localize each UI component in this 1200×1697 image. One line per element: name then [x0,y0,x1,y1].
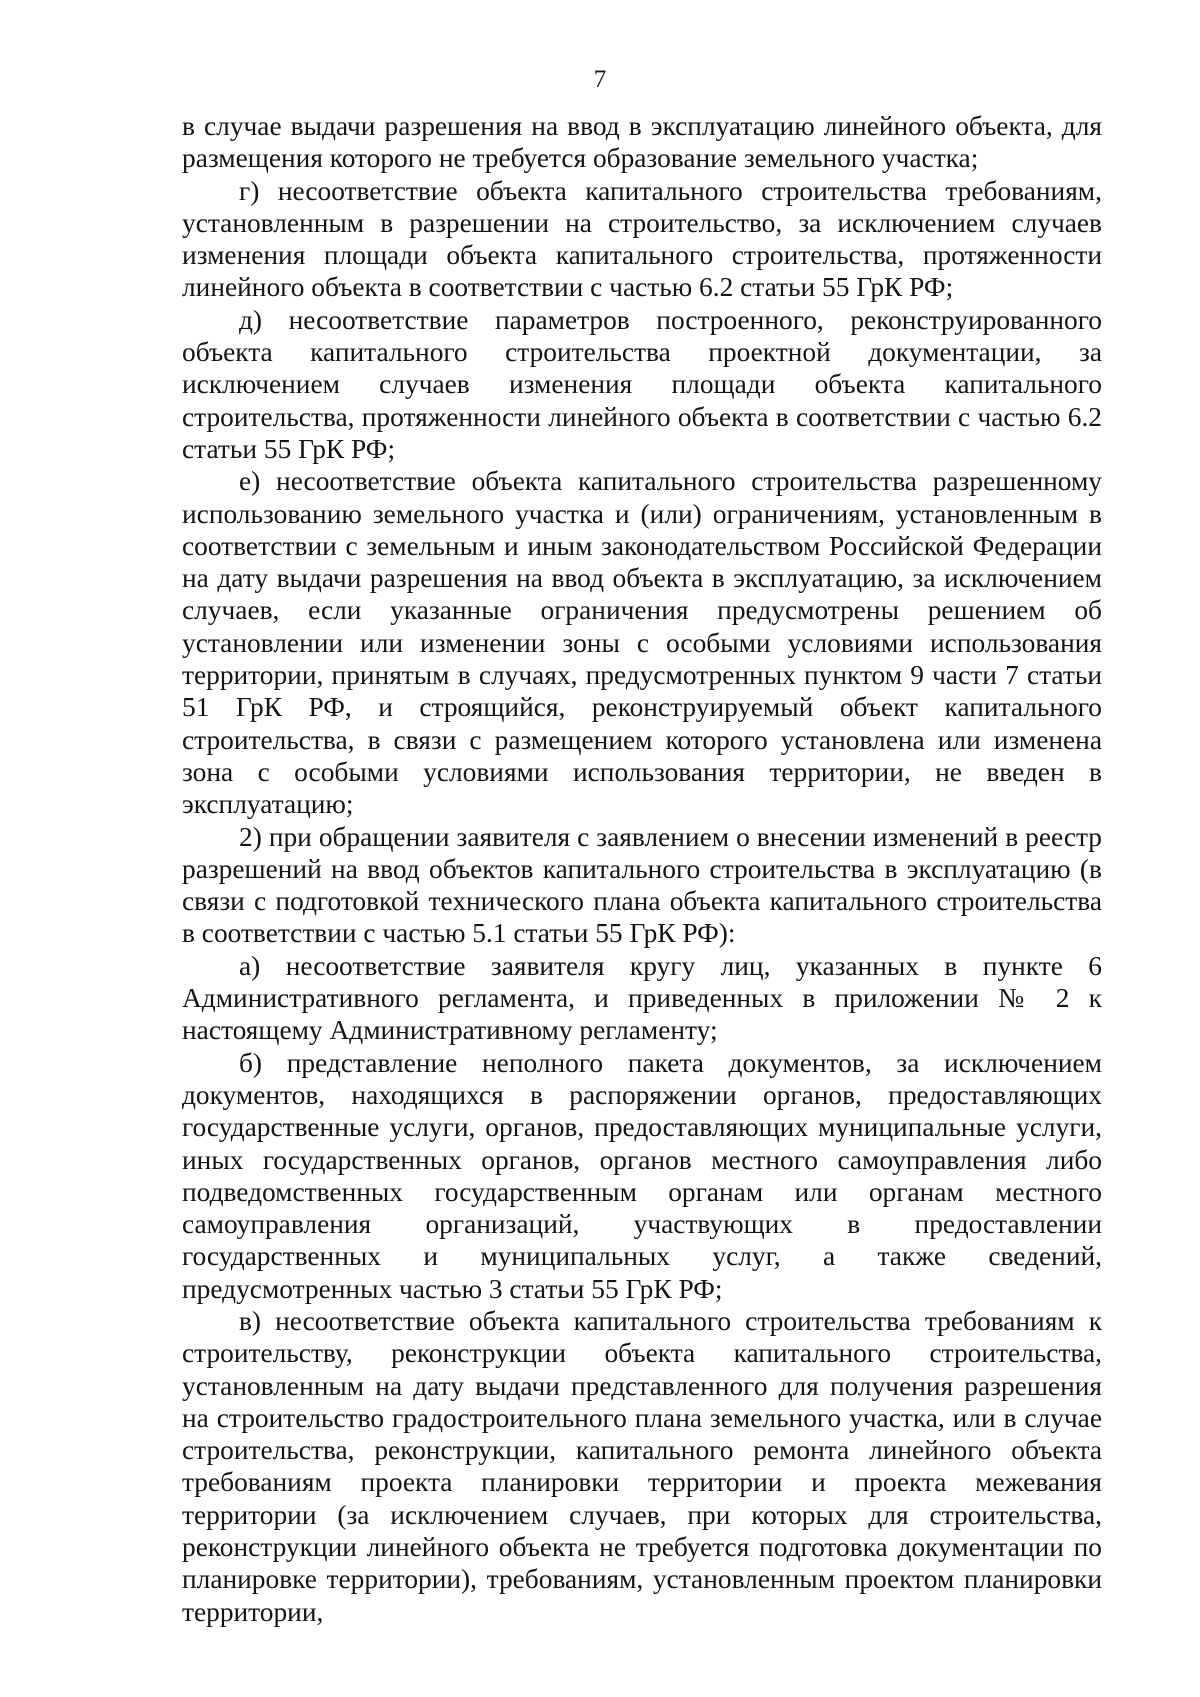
paragraph: е) несоответствие объекта капитального строительства разрешенному использованию земельного участка и (или) ограничениям, установленным в соответствии с земельным и иным законодательством Российской Федерации на дату выдачи разрешения на ввод объекта в эксплуатацию, за исключением случаев, если указанные ограничения предусмотрены решением об установлении или изменении зоны с особыми условиями использования территории, принятым в случаях, предусмотренных пунктом 9 части 7 статьи 51 ГрК РФ, и строящийся, реконструируемый объект капитального строительства, в связи с размещением которого установлена или изменена зона с особыми условиями использования территории, не введен в эксплуатацию; [182,466,1102,820]
paragraph: а) несоответствие заявителя кругу лиц, указанных в пункте 6 Административного регламента, и приведенных в приложении № 2 к настоящему Административному регламенту; [182,950,1102,1046]
paragraph: в) несоответствие объекта капитального строительства требованиям к строительству, реконструкции объекта капитального строительства, установленным на дату выдачи представленного для получения разрешения на строительство градостроительного плана земельного участка, или в случае строительства, реконструкции, капитального ремонта линейного объекта требованиям проекта планировки территории и проекта межевания территории (за исключением случаев, при которых для строительства, реконструкции линейного объекта не требуется подготовка документации по планировке территории), требованиям, установленным проектом планировки территории, [182,1305,1102,1627]
page-number: 7 [593,66,607,93]
paragraph: б) представление неполного пакета документов, за исключением документов, находящихся в распоряжении органов, предоставляющих государственные услуги, органов, предоставляющих муниципальные услуги, иных государственных органов, органов местного самоуправления либо подведомственных государственным органам или органам местного самоуправления организаций, участвующих в предоставлении государственных и муниципальных услуг, а также сведений, предусмотренных частью 3 статьи 55 ГрК РФ; [182,1047,1102,1304]
paragraph: в случае выдачи разрешения на ввод в эксплуатацию линейного объекта, для размещения которого не требуется образование земельного участка; [182,111,1102,174]
paragraph: 2) при обращении заявителя с заявлением о внесении изменений в реестр разрешений на ввод объектов капитального строительства в эксплуатацию (в связи с подготовкой технического плана объекта капитального строительства в соответствии с частью 5.1 статьи 55 ГрК РФ): [182,821,1102,949]
paragraph: д) несоответствие параметров построенного, реконструированного объекта капитального строительства проектной документации, за исключением случаев изменения площади объекта капитального строительства, протяженности линейного объекта в соответствии с частью 6.2 статьи 55 ГрК РФ; [182,304,1102,464]
paragraph: г) несоответствие объекта капитального строительства требованиям, установленным в разрешении на строительство, за исключением случаев изменения площади объекта капитального строительства, протяженности линейного объекта в соответствии с частью 6.2 статьи 55 ГрК РФ; [182,175,1102,303]
document-body [182,110,1102,1628]
